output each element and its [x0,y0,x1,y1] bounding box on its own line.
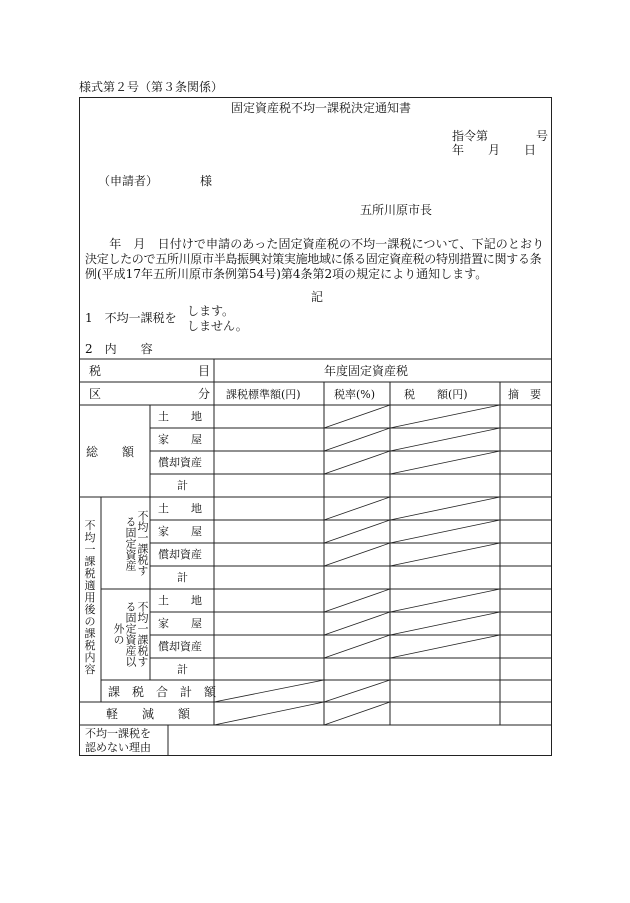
group-b-house: 家 屋 [158,617,202,630]
issuer: 五所川原市長 [360,203,433,217]
reason-label-line-2: 認めない理由 [85,741,151,754]
notice-number: 指令第 号 [452,129,549,143]
group-a-house: 家 屋 [158,525,202,538]
notice-date: 年 月 日 [452,143,537,157]
header-ku: 区 [89,387,102,401]
body-text-line-3: 例(平成17年五所川原市条例第54号)第4条第2項の規定により通知します。 [85,267,488,281]
total-land: 土 地 [158,410,202,423]
document-title: 固定資産税不均一課税決定通知書 [231,101,412,115]
header-remarks: 摘 要 [508,388,541,401]
group-b-depreciable: 償却資産 [158,640,202,653]
header-tax-amount: 税 額(円) [404,388,468,401]
group-b-land: 土 地 [158,594,202,607]
ki-label: 記 [311,290,324,304]
applied-after-label: 不均一課税適用後の課税内容 [84,519,96,676]
header-tax-rate: 税率(%) [334,388,376,401]
header-tax-base: 課税標準額(円) [226,388,301,401]
item-2-label: 2 内 容 [85,342,153,356]
group-b-label: 不均一課税する固定資産以外の [112,601,149,667]
total-subtotal: 計 [177,479,188,492]
reason-label-line-1: 不均一課税を [85,727,151,740]
total-house: 家 屋 [158,433,202,446]
item-1-option-will-not: しません。 [187,319,248,333]
header-bun: 分 [198,387,211,401]
body-text-line-1: 年 月 日付けで申請のあった固定資産税の不均一課税について、下記のとおり [85,237,545,251]
applicant-line: （申請者） 様 [98,174,213,188]
tax-total-label: 課 税 合 計 額 [108,685,217,699]
group-b-subtotal: 計 [177,663,188,676]
group-a-depreciable: 償却資産 [158,548,202,561]
item-1-option-will: します。 [187,304,235,318]
form-label: 様式第２号（第３条関係） [79,80,224,94]
header-zei: 税 [89,364,102,378]
total-group-label: 総 額 [86,445,135,459]
item-1-label: 1 不均一課税を [85,311,177,325]
group-a-subtotal: 計 [177,571,188,584]
group-a-land: 土 地 [158,502,202,515]
group-a-label: 不均一課税する固定資産 [124,510,149,576]
body-text-line-2: 決定したので五所川原市半島振興対策実施地域に係る固定資産税の特別措置に関する条 [85,252,542,266]
total-depreciable: 償却資産 [158,456,202,469]
header-moku: 目 [198,364,211,378]
header-year-tax: 年度固定資産税 [324,364,409,378]
reduction-label: 軽 減 額 [106,707,191,721]
